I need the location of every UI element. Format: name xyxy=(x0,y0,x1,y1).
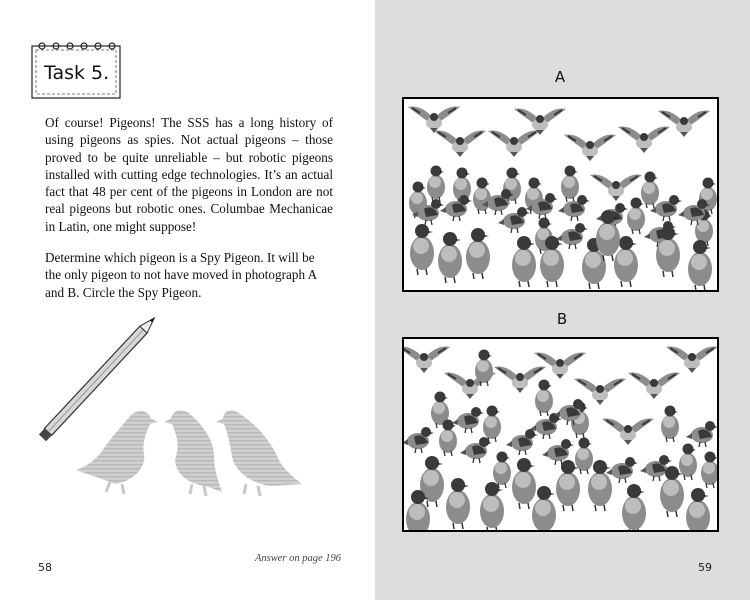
task-title: Task 5. xyxy=(44,62,110,84)
silhouette-pigeon-3 xyxy=(216,410,302,496)
instruction-paragraph: Determine which pigeon is a Spy Pigeon. It will be the only pigeon to not have moved in photograph A and B. Circle the Spy Pigeon. xyxy=(45,250,317,300)
photo-a-label: A xyxy=(554,68,566,86)
story-paragraph: Of course! Pigeons! The SSS has a long history of using pigeons as spies. Not actual pigeons – those proved to be quite unreliable – but robotic pigeons installed with cutting edge technologies. It’s an actual fact that 48 per cent of the pigeons in London are not real pigeons but robotic ones. Columbae Mechanicae in Latin, one might suppose! xyxy=(45,115,333,234)
task-card xyxy=(30,40,122,100)
photo-a[interactable] xyxy=(402,97,719,292)
answer-note: Answer on page 196 xyxy=(255,553,342,564)
page-number-left: 58 xyxy=(38,561,52,574)
photo-b-pigeon-scene xyxy=(404,339,717,532)
photo-b[interactable] xyxy=(402,337,719,532)
silhouette-pigeon-1 xyxy=(76,411,158,494)
photo-a-pigeon-scene xyxy=(404,99,717,290)
photo-b-label: B xyxy=(556,310,568,328)
pigeon-silhouettes xyxy=(70,400,310,500)
silhouette-pigeon-2 xyxy=(164,410,222,496)
page-number-right: 59 xyxy=(698,561,712,574)
